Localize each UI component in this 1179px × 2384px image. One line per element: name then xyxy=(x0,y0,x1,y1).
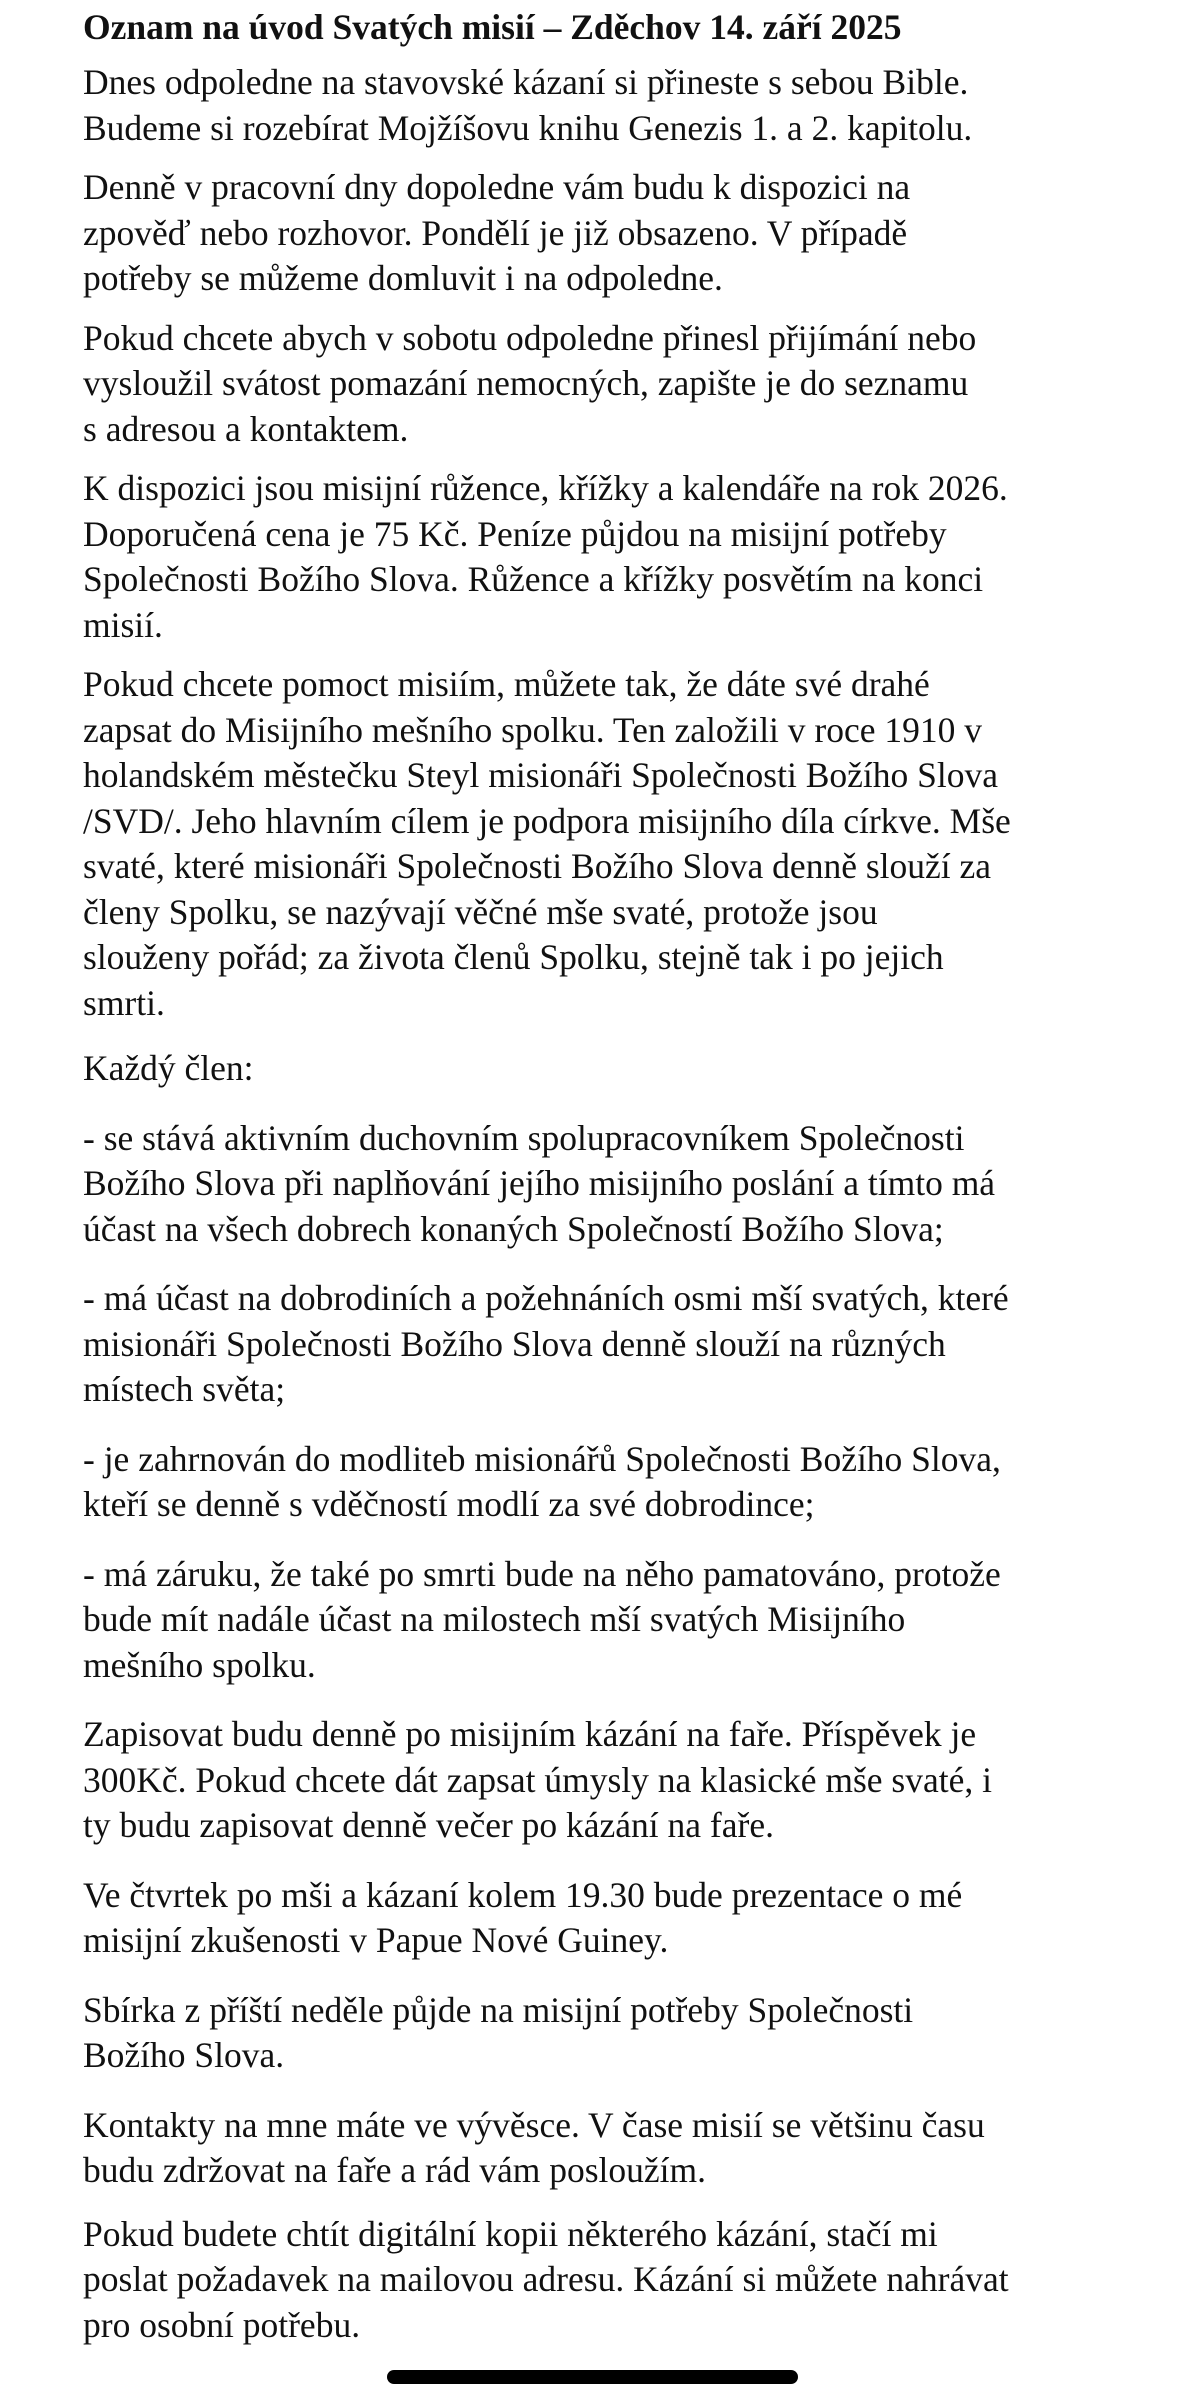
paragraph-presentation: Ve čtvrtek po mši a kázaní kolem 19.30 bude prezentace o mé misijní zkušenosti v Papue Nové Guiney. xyxy=(83,1874,963,1960)
paragraph-registration: Zapisovat budu denně po misijním kázání na faře. Příspěvek je 300Kč. Pokud chcete dát zapsat úmysly na klasické mše svaté, i ty budu zapisovat denně večer po kázání na faře. xyxy=(83,1714,992,1845)
paragraph-digital-copy: Pokud budete chtít digitální kopii některého kázání, stačí mi poslat požadavek na mailovou adresu. Kázání si můžete nahrávat pro osobní potřebu. xyxy=(83,2213,1009,2345)
document-title: Oznam na úvod Svatých misií – Zděchov 14. září 2025 xyxy=(83,7,902,47)
paragraph-benefit-2: - má účast na dobrodiních a požehnáních osmi mší svatých, které misionáři Společnosti Božího Slova denně slouží na různých místech světa; xyxy=(83,1278,1009,1409)
paragraph-benefit-1: - se stává aktivním duchovním spolupracovníkem Společnosti Božího Slova při naplňování jejího misijního poslání a tímto má účast na všech dobrech konaných Společností Božího Slova; xyxy=(83,1117,996,1249)
paragraph-member-heading: Každý člen: xyxy=(83,1048,254,1088)
paragraph-mass-society: Pokud chcete pomoct misiím, můžete tak, že dáte své drahé zapsat do Misijního mešního spolku. Ten založili v roce 1910 v holandském městečku Steyl misionáři Společnosti Božího Slova /SVD/. Jeho hlavním cílem je podpora misijního díla církve. Mše svaté, které misionáři Společnosti Božího Slova denně slouží za členy Spolku, se nazývají věčné mše svaté, protože jsou slouženy pořád; za života členů Spolku, stejně tak i po jejich smrti. xyxy=(83,664,1011,1023)
paragraph-confession: Denně v pracovní dny dopoledne vám budu k dispozici na zpověď nebo rozhovor. Pondělí je již obsazeno. V případě potřeby se můžeme domluvit i na odpoledne. xyxy=(83,167,911,298)
paragraph-benefit-4: - má záruku, že také po smrti bude na něho pamatováno, protože bude mít nadále účast na milostech mší svatých Misijního mešního spolku. xyxy=(83,1553,1001,1685)
paragraph-communion: Pokud chcete abych v sobotu odpoledne přinesl přijímání nebo vysloužil svátost pomazání nemocných, zapište je do seznamu s adresou a kontaktem. xyxy=(83,317,977,449)
document xyxy=(83,2,1143,2348)
paragraph-bible: Dnes odpoledne na stavovské kázaní si přineste s sebou Bible. Budeme si rozebírat Mojžíšovu knihu Genezis 1. a 2. kapitolu. xyxy=(83,62,973,148)
paragraph-collection: Sbírka z příští neděle půjde na misijní potřeby Společnosti Božího Slova. xyxy=(83,1989,914,2075)
paragraph-benefit-3: - je zahrnován do modliteb misionářů Společnosti Božího Slova, kteří se denně s vděčností modlí za své dobrodince; xyxy=(83,1438,1001,1524)
home-indicator[interactable] xyxy=(387,2370,798,2384)
paragraph-rosaries: K dispozici jsou misijní růžence, křížky a kalendáře na rok 2026. Doporučená cena je 75 Kč. Peníze půjdou na misijní potřeby Společnosti Božího Slova. Růžence a křížky posvětím na konci misií. xyxy=(83,468,1008,645)
paragraph-contacts: Kontakty na mne máte ve vývěsce. V čase misií se většinu času budu zdržovat na faře a rád vám posloužím. xyxy=(83,2104,985,2190)
